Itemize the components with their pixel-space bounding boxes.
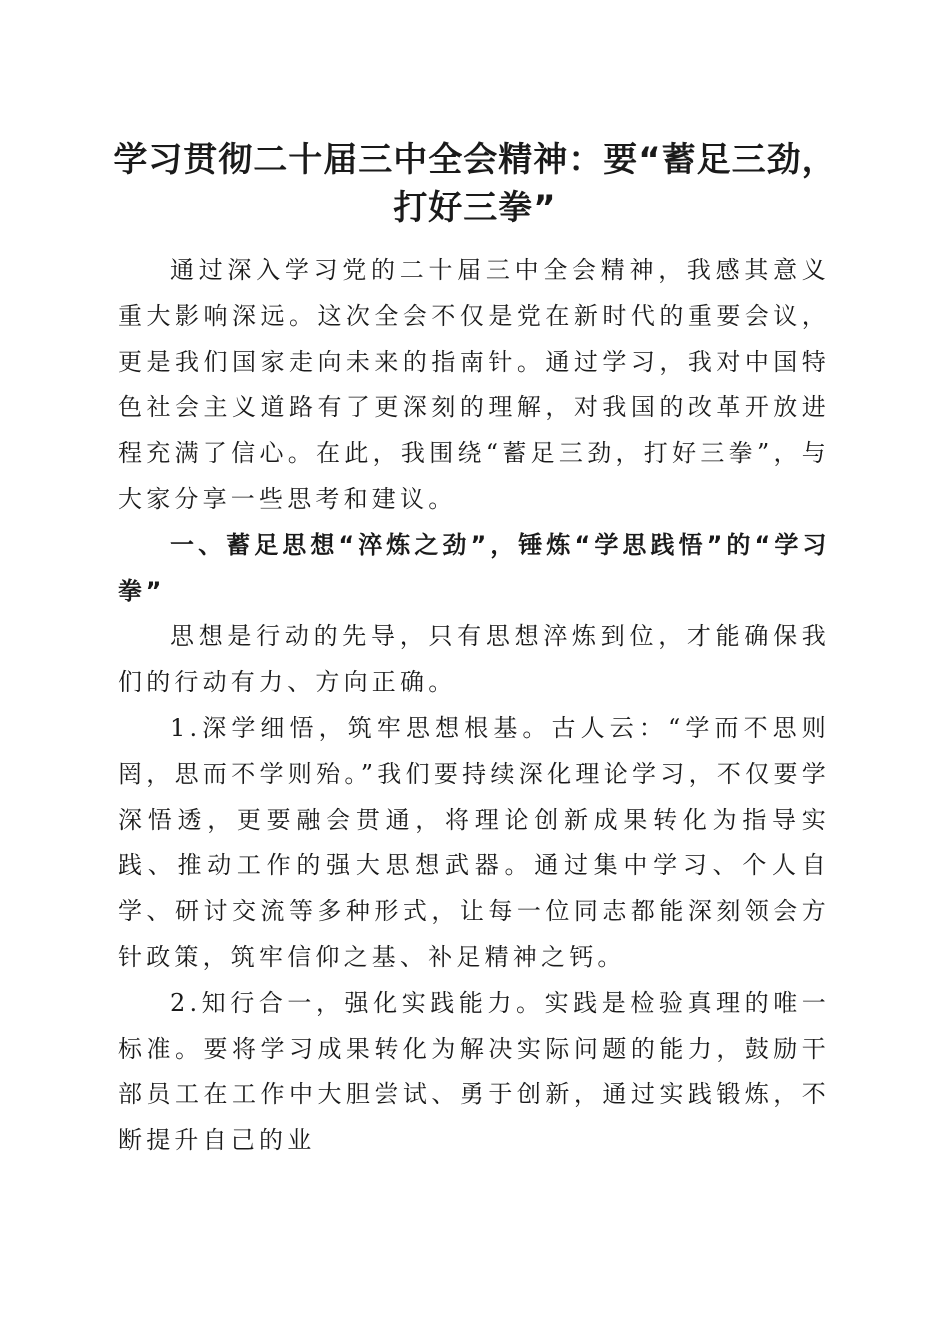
intro-paragraph: 通过深入学习党的二十届三中全会精神，我感其意义重大影响深远。这次全会不仅是党在新时代的重要会议，更是我们国家走向未来的指南针。通过学习，我对中国特色社会主义道路有了更深刻的理解，对我国的改革开放进程充满了信心。在此，我围绕“蓄足三劲，打好三拳”，与大家分享一些思考和建议。 <box>118 256 830 513</box>
section-heading-1: 一、蓄足思想“淬炼之劲”，锤炼“学思践悟”的“学习拳” <box>118 530 830 605</box>
document-title-line-2: 打好三拳” <box>393 188 557 228</box>
document-title-line-1: 学习贯彻二十届三中全会精神：要“蓄足三劲， <box>113 140 837 180</box>
document-body <box>118 248 830 1164</box>
section-1-lead-paragraph: 思想是行动的先导，只有思想淬炼到位，才能确保我们的行动有力、方向正确。 <box>118 622 830 697</box>
point-2-paragraph: 2.知行合一，强化实践能力。实践是检验真理的唯一标准。要将学习成果转化为解决实际问题的能力，鼓励干部员工在工作中大胆尝试、勇于创新，通过实践锻炼，不断提升自己的业 <box>118 988 830 1155</box>
point-1-paragraph: 1.深学细悟，筑牢思想根基。古人云：“学而不思则罔，思而不学则殆。”我们要持续深化理论学习，不仅要学深悟透，更要融会贯通，将理论创新成果转化为指导实践、推动工作的强大思想武器。通过集中学习、个人自学、研讨交流等多种形式，让每一位同志都能深刻领会方针政策，筑牢信仰之基、补足精神之钙。 <box>118 713 830 971</box>
